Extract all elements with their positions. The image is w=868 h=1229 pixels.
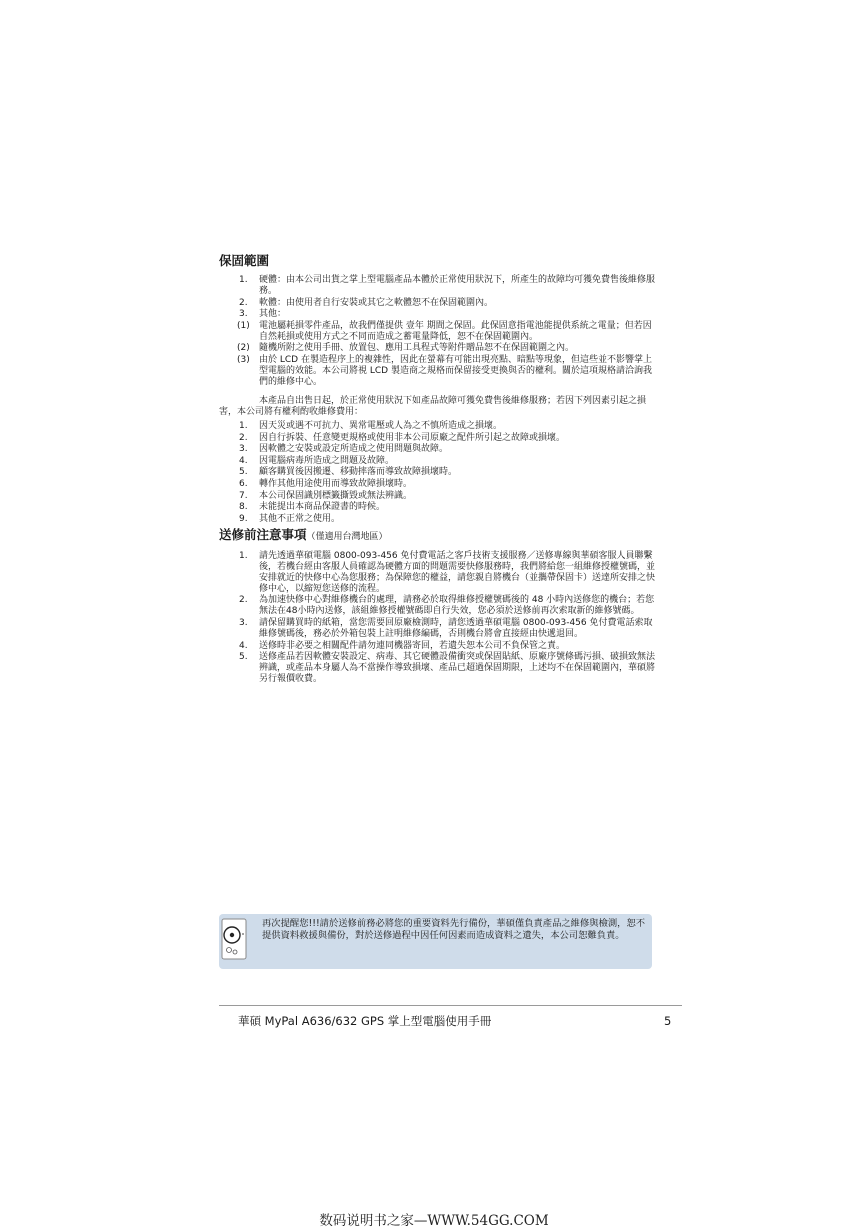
item-number: 1. [239, 275, 248, 285]
list-item [219, 456, 655, 467]
list-item [219, 321, 655, 343]
item-number: 9. [239, 513, 248, 524]
warranty-heading: 保固範圍 [219, 253, 270, 268]
repair-title: 送修前注意事項 [219, 526, 307, 542]
item-number: 4. [239, 640, 248, 651]
list-item [219, 551, 655, 595]
warranty-paragraph: 本產品自出售日起，於正常使用狀況下如產品故障可獲免費售後維修服務；若因下列因素引起之損害，本公司將有權利酌收維修費用： [219, 395, 647, 417]
item-number: 3. [239, 617, 248, 628]
item-number: 5. [239, 652, 248, 663]
list-item [219, 641, 655, 652]
list-item [219, 479, 655, 490]
item-text: 因軟體之安裝或設定所造成之使用問題與故障。 [259, 444, 449, 455]
item-text: 其他不正常之使用。 [259, 513, 341, 524]
footer-manual-title: 華碩 MyPal A636/632 GPS 掌上型電腦使用手冊 [238, 1014, 492, 1028]
item-text: 轉作其他用途使用而導致故障損壞時。 [259, 478, 413, 489]
list-item [219, 514, 655, 525]
exclusion-list [219, 421, 655, 525]
watermark-text: 数码说明书之家—WWW.54GG.COM [319, 1213, 549, 1229]
repair-scope-note: （僅適用台灣地區） [306, 531, 388, 542]
item-number: 1. [239, 550, 248, 561]
warranty-list [219, 275, 655, 388]
cd-disc-icon [221, 918, 247, 960]
item-number: 3. [239, 309, 248, 320]
item-text: 送修產品若因軟體安裝設定、病毒、其它硬體設備衝突或保固貼紙、原廠序號條碼污損、破損致無法辨識，或產品本身屬人為不當操作導致損壞、產品已超過保固期限，上述均不在保固範圍內，華碩將另行報價收費。 [259, 652, 656, 685]
item-text: 因天災或遇不可抗力、異常電壓或人為之不慎所造成之損壞。 [259, 420, 503, 431]
list-item [219, 444, 655, 455]
item-number: 5. [239, 467, 248, 478]
item-text: 其他： [259, 309, 287, 320]
list-item [219, 309, 655, 320]
list-item [219, 618, 655, 640]
item-text: 由於 LCD 在製造程序上的複雜性，因此在螢幕有可能出現亮點、暗點等現象，但這些並不影響掌上型電腦的效能。本公司將視 LCD 製造商之規格而保留接受更換與否的權利。關於這項規格請洽詢我們的維修中心。 [259, 354, 652, 387]
item-number: 2. [239, 297, 248, 308]
item-text: 未能提出本商品保證書的時候。 [259, 502, 386, 513]
item-number: 4. [239, 455, 248, 466]
item-number: 2. [239, 432, 248, 443]
item-text: 軟體：由使用者自行安裝或其它之軟體恕不在保固範圍內。 [259, 297, 494, 308]
list-item [219, 652, 655, 685]
list-item [219, 433, 655, 444]
item-text: 硬體：由本公司出貨之掌上型電腦產品本體於正常使用狀況下，所產生的故障均可獲免費售後維修服務。 [259, 275, 656, 296]
item-number: 8. [239, 502, 248, 513]
item-text: 因自行拆裝、任意變更規格或使用非本公司原廠之配件所引起之故障或損壞。 [259, 432, 566, 443]
footer-divider [219, 1005, 682, 1006]
item-text: 電池屬耗損零件產品，故我們僅提供 壹年 期間之保固。此保固意指電池能提供系統之電量；但若因自然耗損或使用方式之不同而造成之蓄電量降低，恕不在保固範圍內。 [259, 320, 652, 342]
item-text: 顧客購買後因搬遷、移動摔落而導致故障損壞時。 [259, 467, 458, 478]
item-text: 請保留購買時的紙箱，當您需要回原廠檢測時，請您透過華碩電腦 0800-093-456 免付費電話索取維修號碼後，務必於外箱包裝上註明維修編碼，否則機台將會直接經由快遞退回。 [259, 617, 653, 639]
list-item [219, 595, 655, 617]
list-item [219, 275, 655, 297]
item-number: 1. [239, 420, 248, 431]
item-number: 6. [239, 478, 248, 489]
item-text: 本公司保固識別標籤撕毀或無法辨識。 [259, 490, 413, 501]
item-text: 送修時非必要之相關配件請勿連同機器寄回，若遺失恕本公司不負保管之責。 [259, 640, 566, 651]
item-text: 請先透過華碩電腦 0800-093-456 免付費電話之客戶技術支援服務／送修專線與華碩客服人員聯繫後，若機台經由客服人員確認為硬體方面的問題需要快修服務時，我們將給您一組維修授權號碼，並安排就近的快修中心為您服務；為保障您的權益，請您親自將機台（並攜帶保固卡）送達所安排之快修中心，以縮短您送修的流程。 [259, 550, 656, 594]
item-number: 2. [239, 595, 248, 606]
item-text: 為加速快修中心對維修機台的處理，請務必於取得維修授權號碼後的 48 小時內送修您的機台；若您無法在48小時內送修，該組維修授權號碼即自行失效，您必須於送修前再次索取新的維修號碼。 [259, 595, 655, 617]
item-text: 因電腦病毒所造成之問題及故障。 [259, 455, 395, 466]
item-number: 3. [239, 444, 248, 455]
repair-list [219, 551, 655, 685]
item-number: (3) [237, 354, 250, 365]
item-number: (1) [237, 320, 250, 331]
page-number: 5 [664, 1014, 672, 1028]
list-item [219, 421, 655, 432]
item-number: 7. [239, 490, 248, 501]
item-text: 隨機所附之使用手冊、放置包、應用工具程式等附件贈品恕不在保固範圍之內。 [259, 343, 575, 354]
list-item [219, 343, 655, 354]
list-item [219, 298, 655, 309]
list-item [219, 355, 655, 388]
manual-page [219, 253, 655, 686]
backup-reminder-text: 再次提醒您!!!請於送修前務必將您的重要資料先行備份，華碩僅負責產品之維修與檢測，恕不提供資料救援與備份，對於送修過程中因任何因素而造成資料之遺失，本公司恕難負責。 [262, 918, 646, 941]
list-item [219, 502, 655, 513]
list-item [219, 491, 655, 502]
item-number: (2) [237, 343, 250, 354]
list-item [219, 467, 655, 478]
repair-heading [219, 527, 655, 545]
